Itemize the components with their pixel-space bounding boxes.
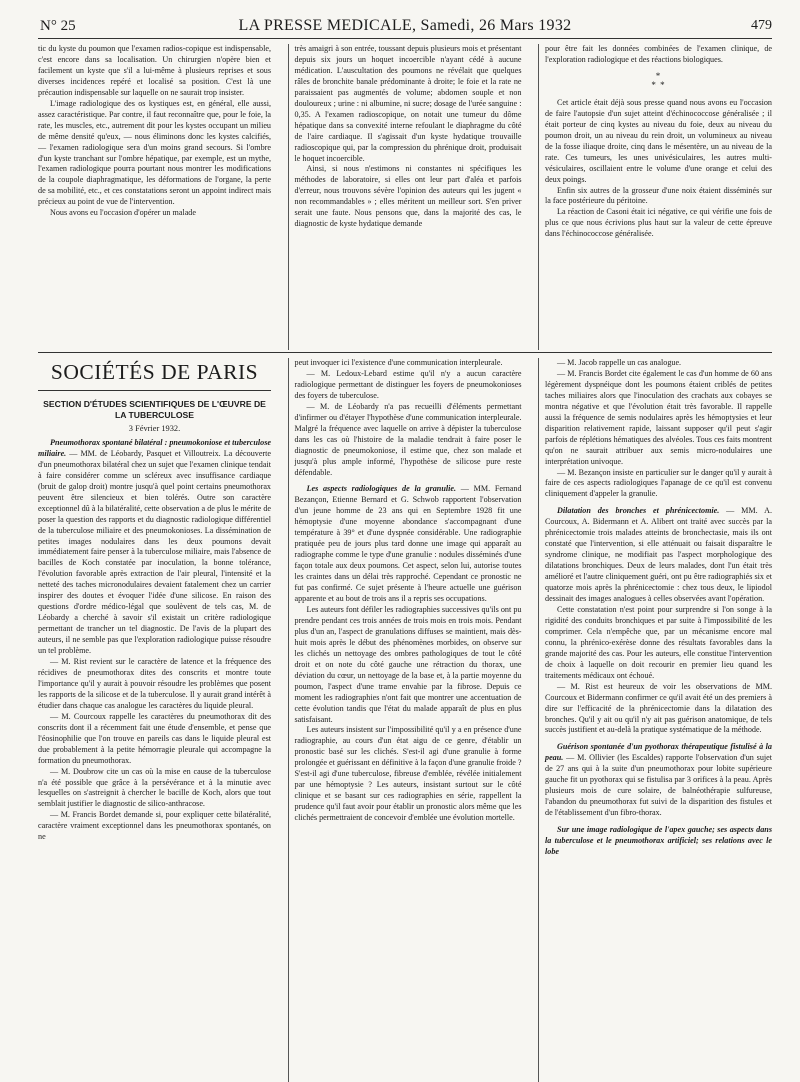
paragraph: — M. de Léobardy n'a pas recueilli d'éléments permettant d'infirmer ou d'étayer l'hypothèse d'une communication interpleurale. Malgré la fréquence avec laquelle on arrive à dépister la tuberculose dans les cas où l'histoire de la maladie tendrait à faire poser le diagnostic de pneumokoniose, il estime que, chez son malade et jusqu'à plus ample informé, l'hypothèse de silicose pure reste défendable. [294,401,522,477]
paragraph: Les auteurs insistent sur l'impossibilité qu'il y a en présence d'une radiographie, au cours d'un état aigu de ce genre, d'établir un pronostic basé sur les clichés. S'est-il agi d'une granulie à forme prolongée et guérissant en définitive à la façon d'une granulie froide ? S'est-il agi d'une tuberculose, fibreuse d'emblée, révélée initialement par une hémoptysie ? Les auteurs, insistant surtout sur le côté clinique et se basant sur ces radiographies en série, rappellent la prudence qu'il faut avoir pour établir un pronostic alors même que les clichés permettraient de concevoir d'emblée une évolution mortelle. [294,725,522,823]
paragraph: — M. Francis Bordet demande si, pour expliquer cette bilatéralité, caractère vraiment exceptionnel dans les pneumothorax spontanés, on ne [38,810,271,842]
paragraph: très amaigri à son entrée, toussant depuis plusieurs mois et présentant depuis six jours un hoquet incoercible n'ayant cédé à aucune médication. L'auscultation des poumons ne révélait que quelques râles de bronchite banale prédominante à droite; le foie et la rate ne paraissaient pas augmentés de volume; abdomen souple et non douloureux ; urine : ni albumine, ni sucre; dosage de l'urée sanguine : 0,35. A l'examen radioscopique, on notait une tumeur du dôme hépatique dans sa convexité interne refoulant le diaphragme du côté de l'aire cardiaque. Il s'agissait d'un kyste hydatique trouvaille radioscopique qui, par la compression du phrénique droit, produisait le hoquet incoercible. [294,44,522,163]
page-number: 479 [751,18,772,33]
paragraph: L'image radiologique des os kystiques est, en général, elle aussi, assez caractéristique. Par contre, il faut reconnaître que, pour le foie, la rate, les muscles, etc., autrement dit pour les kystes occupant un milieu de même densité qu'eux, — nous éliminons donc les kystes calcifiés, — l'examen radiologique sera d'un moins grand secours. Si l'ombre d'un kyste tranchant sur l'ombre hépatique, par exemple, est un mythe, l'examen radiologique pourra pourtant nous montrer les modifications de la coupole diaphragmatique, les déformations de l'organe, la perte de sa mobilité, etc., et ces constatations seront un appoint indirect mais précieux au point de vue de l'intervention. [38,98,271,207]
paragraph: Cet article était déjà sous presse quand nous avons eu l'occasion de faire l'autopsie d'un sujet atteint d'échinococcose généralisée ; il était porteur de cinq kystes au niveau du foie, deux au niveau du poumon droit, un au niveau du rein droit, un volumineux au niveau de la fosse iliaque droite, cinq dans le mésentère, un au niveau de la rate. Ces tumeurs, les unes univésiculaires, les autres multi-vésiculaires, oscillaient entre le volume d'une orange et celui des deux poings. [545,97,772,184]
journal-page [38,16,772,856]
paragraph [38,438,271,657]
paragraph: Cette constatation n'est point pour surprendre si l'on songe à la rigidité des conduits bronchiques et par suite à l'impossibilité de les comprimer. Cela n'empêche que, par un mécanisme encore mal connu, la phrénico-exérèse donne des résultats favorables dans la grande majorité des cas. Pour les auteurs, elle constitue l'intervention de choix à laquelle on doit recourir en premier lieu quand les traitements médicaux ont échoué. [545,604,772,680]
bottom-column-1 [38,358,271,1082]
communication-title: Guérison spontanée d'un pyothorax thérapeutique fistulisé à la peau. [545,742,772,763]
bottom-column-2 [288,358,522,1082]
paragraph: peut invoquer ici l'existence d'une communication interpleurale. [294,358,503,367]
article-continuation [38,44,772,350]
section-stars: * * * [651,70,666,90]
bottom-column-3 [538,358,772,1082]
running-header [38,16,772,39]
paragraph: — M. Rist est heureux de voir les observations de MM. Courcoux et Bidermann confirmer ce qu'il avait été un des premiers à dire sur l'efficacité de la phrénicectomie dans la dilatation des bronches. Qu'il y ait ou qu'il n'y ait pas guérison anatomique, de tels succès justifient et au-delà la pratique systématique de la méthode. [545,681,772,735]
societes-section [38,358,772,1082]
paragraph: Nous avons eu l'occasion d'opérer un malade [50,208,196,218]
paragraph: — M. Doubrow cite un cas où la mise en cause de la tuberculose n'a été possible que grâce à la persévérance et à la minutie avec lesquelles on s'astreignit à chercher le bacille de Koch, alors que tout semblait justifier le diagnostic de silico-anthracose. [38,766,271,809]
paragraph [545,825,772,858]
paragraph: — M. Francis Bordet cite également le cas d'un homme de 60 ans légèrement dyspnéique dont les poumons étaient criblés de petites taches miliaires alors que l'inoculation des crachats aux cobayes se montra négative et que l'évolution était très favorable. Il rappelle aussi la fréquence de semis nodulaires après les hémoptysies et leur disparition relativement rapide, laissant supposer qu'il peut s'agir parfois de réplétions hématiques des alvéoles. Tous ces faits montrent qu'on ne saurait attribuer aux semis micro-nodulaires une interprétation univoque. [545,368,772,466]
communication-title: Dilatation des bronches et phrénicectomie. [557,506,720,516]
communication-title: Sur une image radiologique de l'apex gauche; ses aspects dans la tuberculose et le pneumothorax artificiel; ses relations avec le lobe [545,825,772,856]
issue-number: N° 25 [40,18,76,34]
section-title: SECTION D'ÉTUDES SCIENTIFIQUES DE L'ŒUVRE DE LA TUBERCULOSE [43,399,266,420]
paragraph: Les auteurs font défiler les radiographies successives qu'ils ont pu prendre pendant ces trois années de trois mois en trois mois. Pendant plus d'un an, l'aspect de granulations diffuses se maintient, mais dès-huit mois après le début des phénomènes morbides, on observe sur les clichés un nettoyage des ombres pathologiques de tout le côté droit et on note du côté gauche une rétraction du thorax, une déviation du cœur, un nettoyage de la base et, à la partie moyenne du poumon, l'aspect d'une trame envahie par la fibrose. Depuis ce moment les radiographies n'ont fait que montrer une accentuation de cette évolution tandis que l'état du malade apparaît de plus en plus satisfaisant. [294,604,522,724]
communication-title: Les aspects radiologiques de la granulie. [306,484,456,494]
societes-heading: SOCIÉTÉS DE PARIS [38,360,271,391]
paragraph [545,742,772,819]
top-column-2 [288,44,522,350]
paragraph-text: — MM. A. Courcoux, A. Bidermann et A. Alibert ont traité avec succès par la phrénicectomie trois malades atteints de bronchectasie, mais ils ont constaté que l'intervention, si elle atténuait ou faisait disparaître le syndrome clinique, ne modifiait pas l'aspect morphologique des dilatations bronchiques. Deux de leurs malades, dont l'un était très amélioré et l'autre cliniquement guéri, ont pu être radiographiés six et quatorze mois après la phrénicectomie : chez tous deux, le lipiodol dessinait des images analogues à celles observées avant l'opération. [545,506,772,604]
paragraph: Enfin six autres de la grosseur d'une noix étaient disséminés sur la face postérieure du péritoine. [545,185,772,206]
journal-title: LA PRESSE MEDICALE, Samedi, 26 Mars 1932 [238,17,572,34]
communication-title: Pneumothorax spontané bilatéral : pneumokoniose et tuberculose miliaire. [38,437,271,458]
paragraph-text: — MM. Fernand Bezançon, Etienne Bernard et G. Schwob rapportent l'observation d'un jeune homme de 23 ans qui en Septembre 1928 fit une hémoptysie d'une moyenne abondance s'accompagnant d'une température à 39° et d'une dyspnée considérable. Une radiographie pratiquée peu de jours plus tard donne une image qui apparaît au radiographe comme le type d'une granulie : nodules disséminés d'une façon totale aux deux poumons. Cet aspect, selon lui, autorise toutes les craintes dans un délai très rapproché. Cependant ce pronostic ne fut pas confirmé. Ce sujet présente à l'heure actuelle une guérison apparente et au bout de trois ans il a repris ses occupations. [294,484,522,604]
section-divider [38,352,772,353]
paragraph-text: — MM. de Léobardy, Pasquet et Villoutreix. La découverte d'un pneumothorax bilatéral chez un sujet que l'examen clinique tendait à faire considérer comme un scléreux avec insuffisance cardiaque (bruit de galop droit) montre jusqu'à quel point certains pneumothorax peuvent être silencieux et bien tolérés. Outre son caractère exceptionnel dû à la bilatéralité, cette observation a de plus le mérite de poser la question des rapports et du diagnostic radiologique différentiel de la tuberculose miliaire et des pneumokonioses. La dissémination de petites images nodulaires dans les deux poumons devait immédiatement faire penser à la tuberculose miliaire, mais l'absence de bacilles de Koch constatée par inoculation, la bonne tolérance, l'évolution favorable après extraction de l'air pleural, l'intensité et la netteté des taches micronodulaires devaient fatalement chez un carrier inspirer des doutes et évoquer l'idée d'une silicose. En raison des questions d'ordre médico-légal que soulèvent de tels cas, M. de Léobardy a cherché à savoir s'il existait un critère radiologique permettant de trancher un tel diagnostic. De l'avis de la plupart des auteurs, il ne semble pas que l'exploration radiologique puisse résoudre un tel problème. [38,448,271,656]
paragraph: tic du kyste du poumon que l'examen radios-copique est indispensable, c'est encore dans sa localisation. Un chirurgien n'opère bien et facilement un kyste que s'il a lui-même à plusieurs reprises et sous diverses incidences repéré et localisé sa position. C'est là une précaution indispensable sur laquelle on ne saurait trop insister. [38,44,271,97]
session-date: 3 Février 1932. [128,424,181,433]
paragraph: La réaction de Casoni était ici négative, ce qui vérifie une fois de plus ce que nous écrivions plus haut sur la valeur de cette épreuve dans l'échinococcose généralisée. [545,207,772,239]
paragraph-text: — M. Ollivier (les Escaldes) rapporte l'observation d'un sujet de 27 ans qui à la suite d'un pneumothorax pour lobite supérieure gauche fit un pyothorax qui se fistulisa par 3 orifices à la peau. Après plusieurs mois de cure solaire, de balnéothérapie sulfureuse, l'abandon du pneumothorax fut suivi de la disparition des fistules et de l'établissement d'un fibro-thorax. [545,753,772,818]
top-column-1 [38,44,271,350]
paragraph [295,484,522,604]
paragraph: pour être fait les données combinées de l'examen clinique, de l'exploration radiologique et des réactions biologiques. [545,44,772,64]
top-column-3 [538,44,772,350]
paragraph: — M. Bezançon insiste en particulier sur le danger qu'il y aurait à faire de ces aspects radiologiques l'apanage de ce qu'il est convenu cliniquement d'appeler la granulie. [545,467,772,499]
paragraph [545,506,772,605]
paragraph: — M. Jacob rappelle un cas analogue. [557,358,682,367]
paragraph: Ainsi, si nous n'estimons ni constantes ni spécifiques les méthodes de laboratoire, si elles ont leur part d'aléa et parfois d'erreur, nous trouvons sévère l'opinion des auteurs qui les jugent « non recommandables » ; elles méritent un meilleur sort. S'en priver serait une faute. Nous pensons que, dans la majorité des cas, le diagnostic de kyste hydatique demande [294,164,522,229]
paragraph: — M. Ledoux-Lebard estime qu'il n'y a aucun caractère radiologique permettant de distinguer les foyers de pneumokonioses des foyers de tuberculose. [294,368,522,400]
paragraph: — M. Rist revient sur le caractère de latence et la fréquence des récidives de pneumothorax dites des conscrits et montre toute l'importance qu'il y aurait à pouvoir résoudre les problèmes que posent les rapports de la silicose et de la tuberculose. Il y aurait grand intérêt à étudier dans chaque cas analogue les caractères du liquide pleural. [38,657,271,710]
paragraph: — M. Courcoux rappelle les caractères du pneumothorax dit des conscrits dont il a récemment fait une étude d'ensemble, et pense que l'éosinophilie que l'on trouve en pareils cas dans le liquide pleural est due probablement à la petite hémorragie pleurale qui accompagne la formation du pneumothorax. [38,711,271,765]
